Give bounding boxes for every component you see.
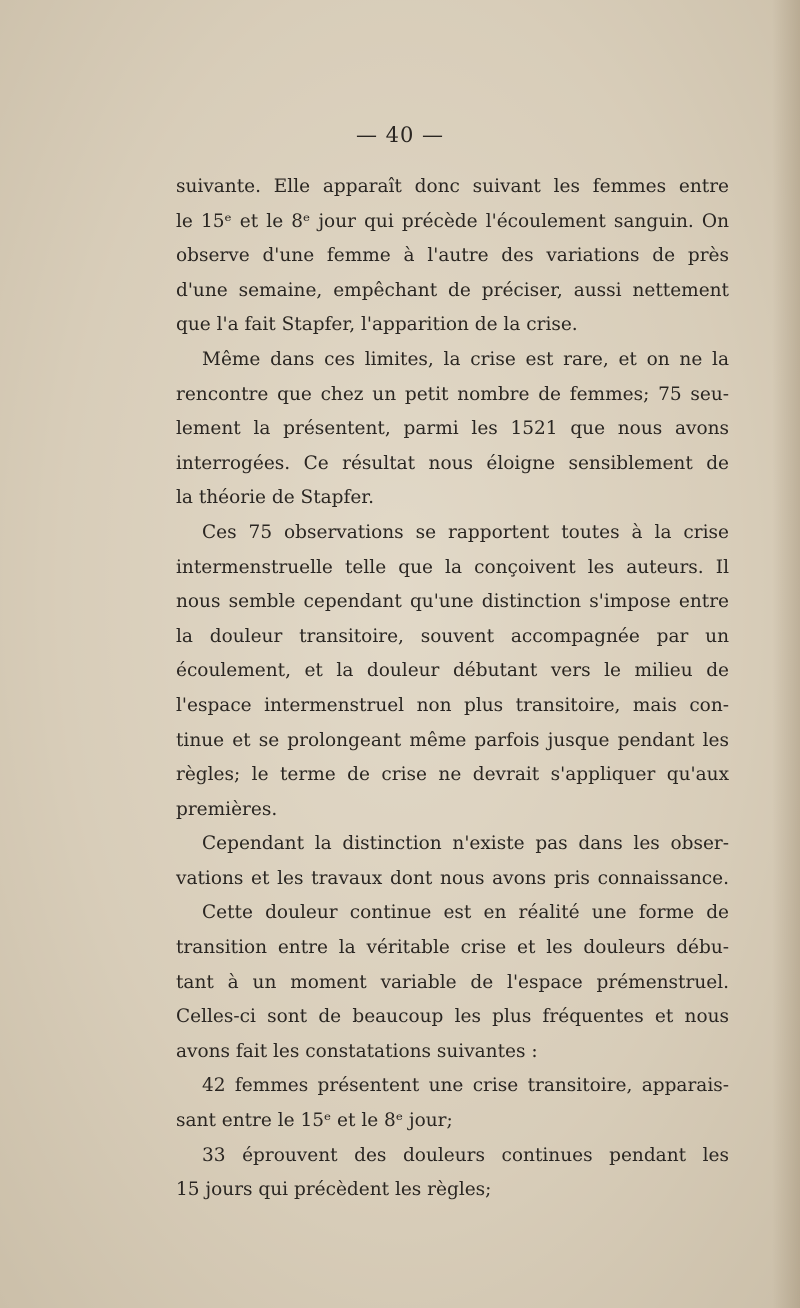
text-line: le 15ᵉ et le 8ᵉ jour qui précède l'écoulement sanguin. On <box>176 210 729 232</box>
text-line: premières. <box>176 798 278 820</box>
text-line: Cependant la distinction n'existe pas dans les obser- <box>202 833 729 855</box>
text-line: Cette douleur continue est en réalité une forme de <box>202 902 729 924</box>
text-line: règles; le terme de crise ne devrait s'appliquer qu'aux <box>176 764 729 786</box>
text-body <box>176 170 729 1208</box>
text-line: vations et les travaux dont nous avons pris connaissance. <box>176 867 729 889</box>
text-line: que l'a fait Stapfer, l'apparition de la crise. <box>176 314 578 336</box>
text-line: nous semble cependant qu'une distinction s'impose entre <box>176 591 729 613</box>
text-line: tant à un moment variable de l'espace prémenstruel. <box>176 971 729 993</box>
page-number: — 40 — <box>355 123 445 147</box>
text-line: écoulement, et la douleur débutant vers le milieu de <box>176 660 729 682</box>
text-line: transition entre la véritable crise et les douleurs débu- <box>176 937 729 959</box>
text-line: 42 femmes présentent une crise transitoire, apparais- <box>202 1075 729 1097</box>
text-line: tinue et se prolongeant même parfois jusque pendant les <box>176 729 729 751</box>
text-line: Même dans ces limites, la crise est rare, et on ne la <box>202 348 729 370</box>
text-line: observe d'une femme à l'autre des variations de près <box>176 245 729 267</box>
text-line: Ces 75 observations se rapportent toutes à la crise <box>202 521 729 543</box>
text-line: l'espace intermenstruel non plus transitoire, mais con- <box>176 694 729 716</box>
text-line: d'une semaine, empêchant de préciser, aussi nettement <box>176 279 729 301</box>
page-edge-shadow <box>772 0 800 1308</box>
text-line: 15 jours qui précèdent les règles; <box>176 1179 492 1201</box>
text-line: avons fait les constatations suivantes : <box>176 1040 538 1062</box>
text-line: la douleur transitoire, souvent accompagnée par un <box>176 625 729 647</box>
text-line: Celles-ci sont de beaucoup les plus fréquentes et nous <box>176 1006 729 1028</box>
text-line: suivante. Elle apparaît donc suivant les femmes entre <box>176 176 729 197</box>
text-line: lement la présentent, parmi les 1521 que nous avons <box>176 418 729 440</box>
text-line: sant entre le 15ᵉ et le 8ᵉ jour; <box>176 1110 453 1132</box>
text-line: la théorie de Stapfer. <box>176 487 374 509</box>
text-line: interrogées. Ce résultat nous éloigne sensiblement de <box>176 452 729 474</box>
text-line: 33 éprouvent des douleurs continues pendant les <box>202 1144 729 1166</box>
text-line: rencontre que chez un petit nombre de femmes; 75 seu- <box>176 383 729 405</box>
text-line: intermenstruelle telle que la conçoivent les auteurs. Il <box>176 556 729 578</box>
